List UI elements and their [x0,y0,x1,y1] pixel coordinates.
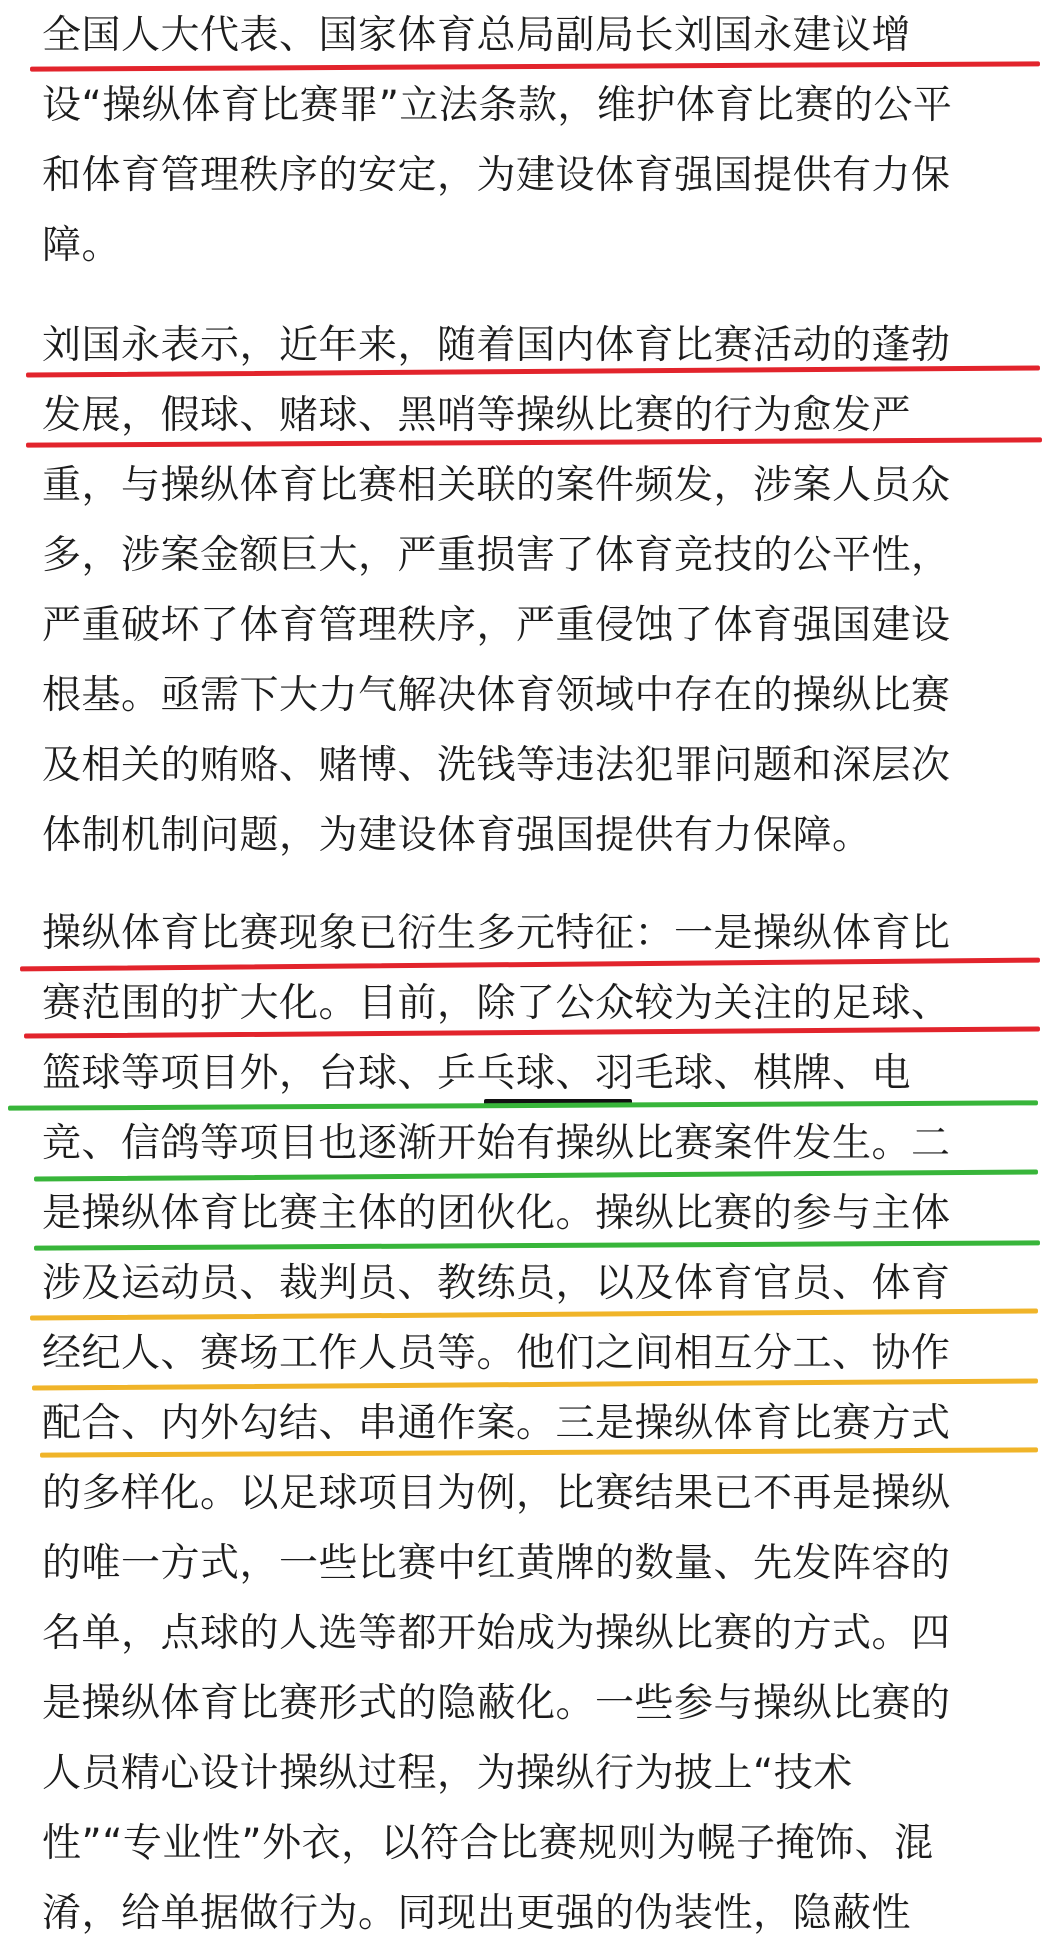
text-line: 多，涉案金额巨大，严重损害了体育竞技的公平性， [42,533,951,578]
text-line: 淆，给单据做行为。同现出更强的伪装性，隐蔽性 [42,1891,912,1936]
text-line: 是操纵体育比赛形式的隐蔽化。一些参与操纵比赛的 [42,1681,951,1726]
text-line: 赛范围的扩大化。目前，除了公众较为关注的足球、 [42,981,951,1026]
text-line: 名单，点球的人选等都开始成为操纵比赛的方式。四 [42,1611,951,1656]
text-line: 竞、信鸽等项目也逐渐开始有操纵比赛案件发生。二 [42,1121,951,1166]
text-line: 是操纵体育比赛主体的团伙化。操纵比赛的参与主体 [42,1191,951,1236]
text-line: 全国人大代表、国家体育总局副局长刘国永建议增 [42,13,912,58]
text-line: 的唯一方式，一些比赛中红黄牌的数量、先发阵容的 [42,1541,951,1586]
text-line: 发展，假球、赌球、黑哨等操纵比赛的行为愈发严 [42,393,912,438]
text-line: 及相关的贿赂、赌博、洗钱等违法犯罪问题和深层次 [42,743,951,788]
text-line: 配合、内外勾结、串通作案。三是操纵体育比赛方式 [42,1401,951,1446]
text-line: 性”“专业性”外衣，以符合比赛规则为幌子掩饰、混 [42,1821,934,1866]
text-line: 经纪人、赛场工作人员等。他们之间相互分工、协作 [42,1331,951,1376]
text-line: 设“操纵体育比赛罪”立法条款，维护体育比赛的公平 [42,83,953,128]
text-line: 篮球等项目外，台球、乒乓球、羽毛球、棋牌、电 [42,1051,912,1096]
text-line: 严重破坏了体育管理秩序，严重侵蚀了体育强国建设 [42,603,951,648]
text-line: 重，与操纵体育比赛相关联的案件频发，涉案人员众 [42,463,951,508]
text-line: 的多样化。以足球项目为例，比赛结果已不再是操纵 [42,1471,951,1516]
text-line: 障。 [42,223,122,268]
text-line: 操纵体育比赛现象已衍生多元特征：一是操纵体育比 [42,911,951,956]
text-line: 人员精心设计操纵过程，为操纵行为披上“技术 [42,1751,853,1796]
text-line: 根基。亟需下大力气解决体育领域中存在的操纵比赛 [42,673,951,718]
text-line: 刘国永表示，近年来，随着国内体育比赛活动的蓬勃 [42,323,951,368]
text-line: 和体育管理秩序的安定，为建设体育强国提供有力保 [42,153,951,198]
text-line: 涉及运动员、裁判员、教练员，以及体育官员、体育 [42,1261,951,1306]
text-line: 体制机制问题，为建设体育强国提供有力保障。 [42,813,872,858]
